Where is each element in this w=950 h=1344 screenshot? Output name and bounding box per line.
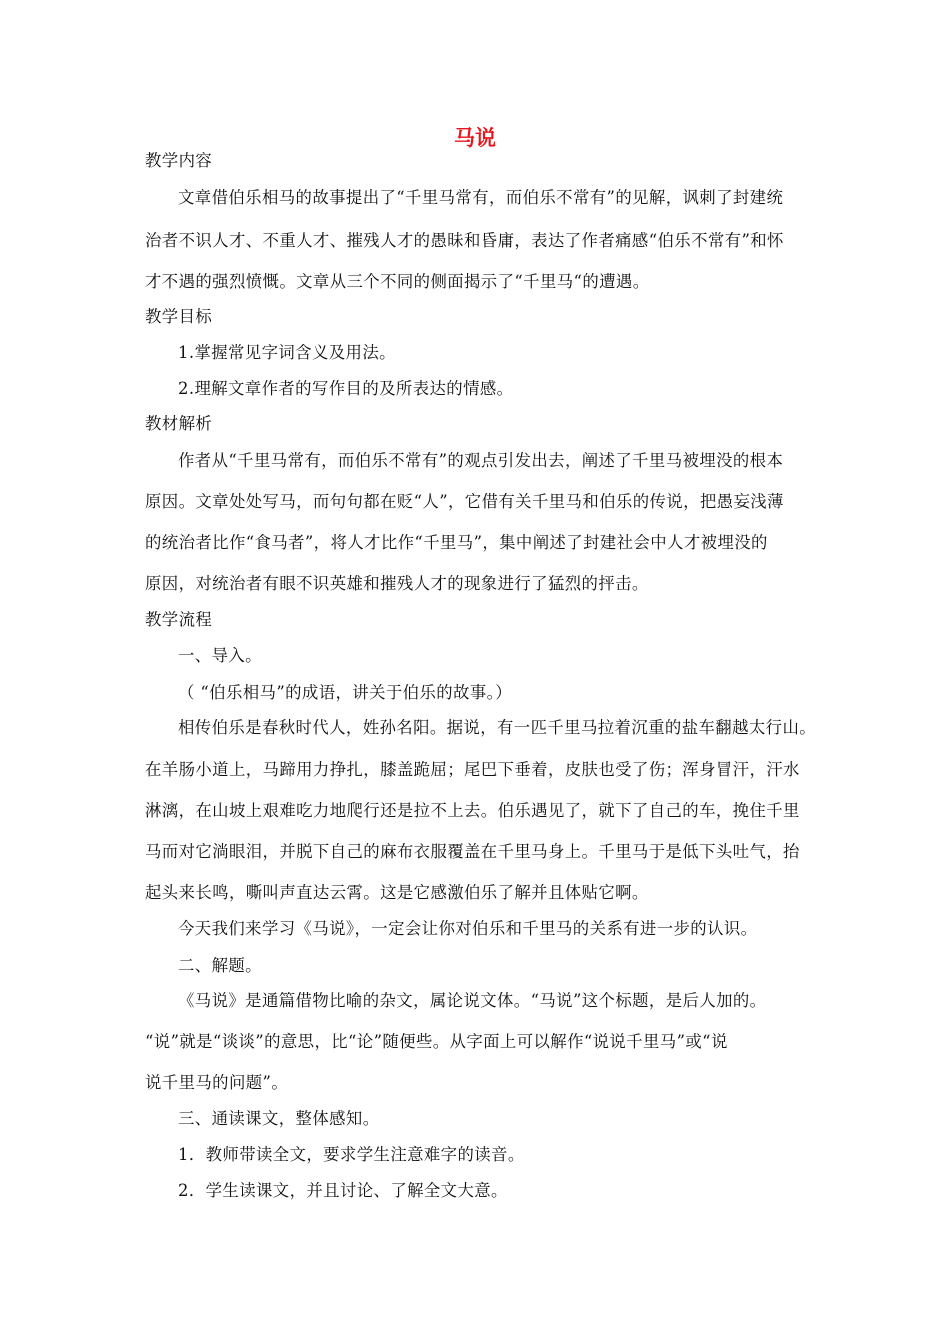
- paragraph-line: 才不遇的强烈愤慨。文章从三个不同的侧面揭示了“千里马“的遭遇。: [145, 272, 650, 291]
- list-item: 1．教师带读全文，要求学生注意难字的读音。: [178, 1145, 525, 1164]
- document-title: 马说: [454, 126, 496, 150]
- paragraph-line: 马而对它淌眼泪，并脱下自己的麻布衣服覆盖在千里马身上。千里马于是低下头吐气，抬: [145, 842, 800, 861]
- paragraph-line: 作者从“千里马常有，而伯乐不常有”的观点引发出去，阐述了千里马被埋没的根本: [178, 451, 784, 470]
- paragraph-line: 起头来长鸣，嘶叫声直达云霄。这是它感激伯乐了解并且体贴它啊。: [145, 883, 649, 902]
- list-item: 2．学生读课文，并且讨论、了解全文大意。: [178, 1181, 508, 1200]
- paragraph-line: “说”就是“谈谈”的意思，比“论”随便些。从字面上可以解作“说说千里马”或“说: [145, 1032, 728, 1051]
- paragraph-line: 的统治者比作“食马者”，将人才比作“千里马”，集中阐述了封建社会中人才被埋没的: [145, 533, 768, 552]
- list-item: 2.理解文章作者的写作目的及所表达的情感。: [178, 379, 514, 398]
- section-heading-content: 教学内容: [145, 151, 213, 170]
- paragraph-line: 在羊肠小道上，马蹄用力挣扎，膝盖跪屈；尾巴下垂着，皮肤也受了伤；浑身冒汗，汗水: [145, 760, 800, 779]
- paragraph-line: 原因，对统治者有眼不识英雄和摧残人才的现象进行了猛烈的抨击。: [145, 574, 649, 593]
- section-heading-goals: 教学目标: [145, 307, 213, 326]
- step-note: （ “伯乐相马”的成语，讲关于伯乐的故事。）: [178, 683, 512, 702]
- step-heading: 二、解题。: [178, 956, 262, 975]
- paragraph-line: 原因。文章处处写马，而句句都在贬“人”，它借有关千里马和伯乐的传说，把愚妄浅薄: [145, 492, 784, 511]
- paragraph-line: 淋漓，在山坡上艰难吃力地爬行还是拉不上去。伯乐遇见了，就下了自己的车，挽住千里: [145, 801, 800, 820]
- step-heading: 三、通读课文，整体感知。: [178, 1109, 380, 1128]
- section-heading-process: 教学流程: [145, 610, 213, 629]
- paragraph-line: 说千里马的问题”。: [145, 1073, 289, 1092]
- paragraph-line: 《马说》是通篇借物比喻的杂文，属论说文体。“马说”这个标题，是后人加的。: [178, 991, 767, 1010]
- paragraph-line: 今天我们来学习《马说》，一定会让你对伯乐和千里马的关系有进一步的认识。: [178, 919, 758, 938]
- paragraph-line: 相传伯乐是春秋时代人，姓孙名阳。据说，有一匹千里马拉着沉重的盐车翻越太行山。: [178, 718, 817, 737]
- step-heading: 一、导入。: [178, 646, 262, 665]
- paragraph-line: 文章借伯乐相马的故事提出了“千里马常有，而伯乐不常有”的见解，讽刺了封建统: [178, 188, 784, 207]
- section-heading-analysis: 教材解析: [145, 414, 213, 433]
- list-item: 1.掌握常见字词含义及用法。: [178, 343, 396, 362]
- paragraph-line: 治者不识人才、不重人才、摧残人才的愚昧和昏庸，表达了作者痛感“伯乐不常有”和怀: [145, 231, 784, 250]
